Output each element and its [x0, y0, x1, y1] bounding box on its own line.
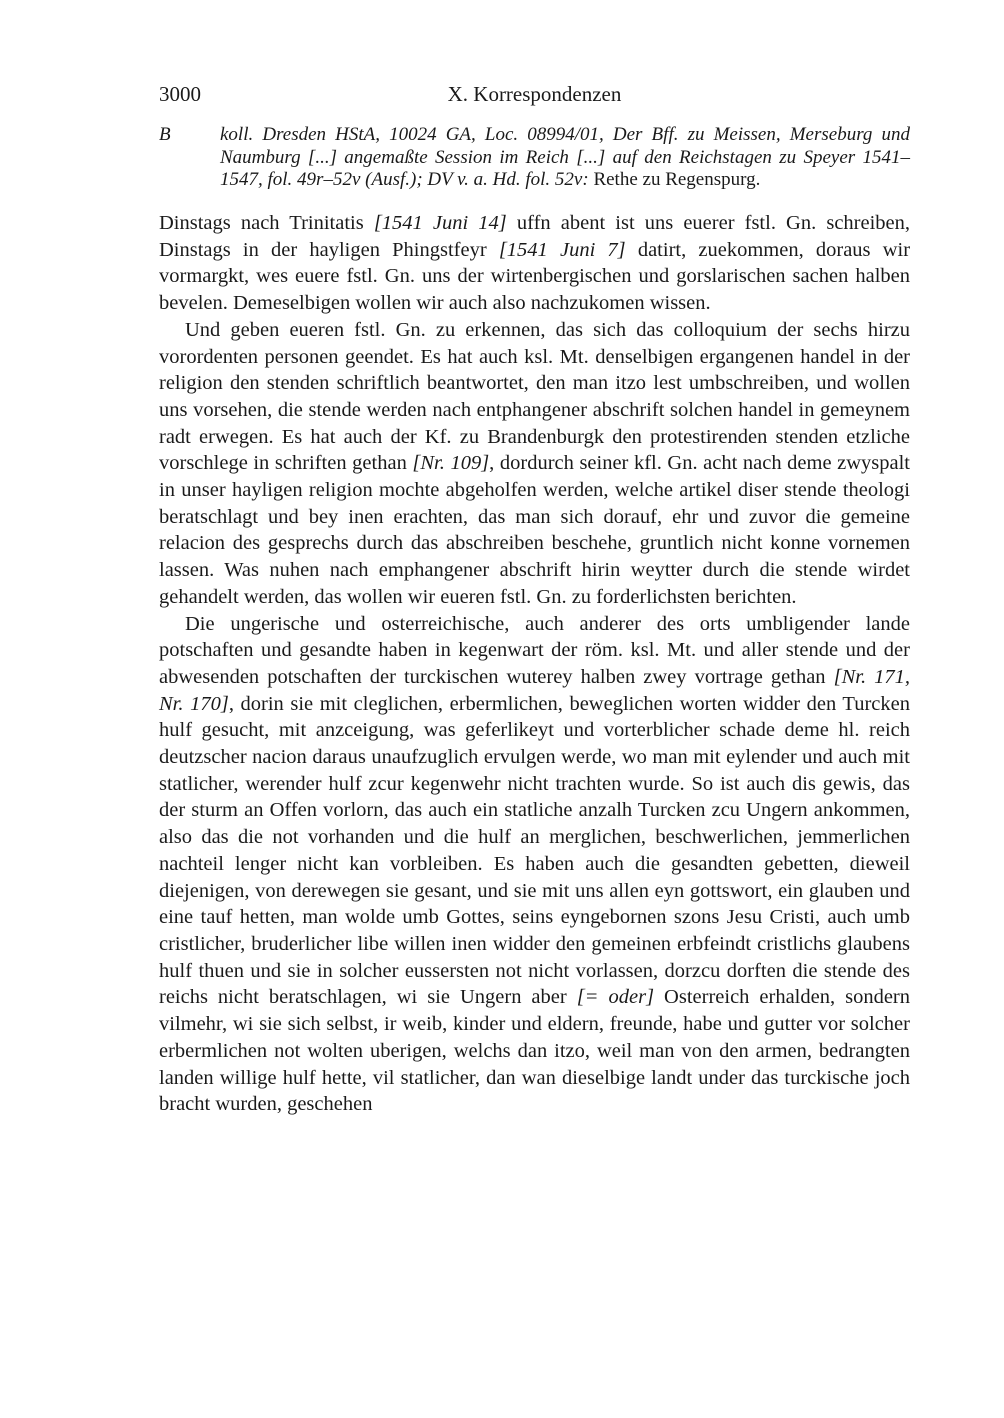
text-run: , dorin sie mit cleglichen, erbermlichen, beweglichen worten widder den Turcken hulf gesucht, mit anzceigung, was geferlikeyt und vorterblicher schade deme hl. reich deutzscher nacion daraus unaufzuglich ervulgen werde, wo man mit eylender und auch mit statlicher, werender hulf zcur kegenwehr nicht trachten wurde. So ist auch dis gewis, das der sturm an Offen vorlorn, das auch ein statliche anzalh Turcken zcu Ungern ankommen, also das die not vorhanden und die hulf an merglichen, beschwerlichen, jemmerlichen nachteil lenger nicht kan vorbleiben. Es haben auch die gesandten gebetten, dieweil diejenigen, von derewegen sie gesant, und sie mit uns allen eyn gottswort, ein glauben und eine tauf hetten, man wolde umb Gottes, seins eyngebornen szons Jesu Cristi, auch umb cristlicher, bruderlicher libe willen inen widder den gemeinen erbfeindt cristlichs glaubens hulf thuen und sie in solcher eussersten not nicht vorlassen, dorzcu dorften die stende des reichs nicht beratschlagen, wi sie Ungern aber: [159, 692, 911, 1009]
running-title: X. Korrespondenzen: [447, 82, 622, 106]
text-run: , dordurch seiner kfl. Gn. acht nach deme zwyspalt in unser hayligen religion mochte abgeholfen werden, welche artikel diser stende theologi beratschlagt und bey inen erachten, das man sich dorauf, ehr und zuvor die gemeine relacion des gesprechs durch das abschreiben beschehe, gruntlich nicht konne vornemen lassen. Was nuhen nach emphangener abschrift hirin weytter durch die stende wirdet gehandelt werden, das wollen wir eueren fstl. Gn. zu forderlichsten berichten.: [159, 452, 910, 608]
paragraph: [159, 611, 910, 1118]
running-header: [159, 80, 910, 108]
source-note: [159, 124, 910, 192]
text-run: datirt, zuekommen, doraus wir vormargkt, wes euere fstl. Gn. uns der wirtenbergischen und gorslarischen sachen halben bevelen. Demeselbigen wollen wir auch also nachzukomen wissen.: [159, 238, 911, 315]
editorial-annotation: [= oder]: [576, 986, 655, 1009]
main-text: [159, 210, 910, 1118]
source-citation: [220, 124, 910, 192]
editorial-annotation: [1541 Juni 14]: [373, 212, 507, 234]
source-citation-italic: koll. Dresden HStA, 10024 GA, Loc. 08994/01, Der Bff. zu Meissen, Merseburg und Naumburg [...] angemaßte Session im Reich [...] auf den Reichstagen zu Speyer 1541–1547, fol. 49r–52v (Ausf.); DV v. a. Hd. fol. 52v:: [220, 124, 910, 190]
text-run: Die ungerische und osterreichische, auch anderer des orts umbligender lande potschaften und gesandte haben in kegenwart der röm. ksl. Mt. und aller stende und der abwesenden potschaften der turckischen wuterey halben zwey vortrage gethan: [159, 612, 910, 688]
page-number: 3000: [159, 82, 201, 106]
text-run: uffn abent ist uns euerer fstl. Gn. schreiben, Dinstags in der hayligen Phingstfeyr: [159, 212, 911, 261]
paragraph: [159, 317, 910, 611]
source-label: B: [159, 124, 171, 145]
editorial-annotation: [1541 Juni 7]: [498, 238, 626, 261]
source-citation-roman: Rethe zu Regenspurg.: [588, 169, 761, 190]
text-run: Osterreich erhalden, sondern vilmehr, wi sie sich selbst, ir weib, kinder und eldern, freunde, habe und gutter vor solcher erbermlichen not wolten uberigen, welchs dan itzo, weil man von den armen, bedrangten landen willige hulf hette, vil statlicher, dan wan dieselbige landt under das turckische joch bracht wurden, geschehen: [159, 986, 910, 1116]
editorial-annotation: [Nr. 109]: [412, 452, 490, 475]
paragraph: [159, 210, 910, 317]
text-run: Dinstags nach Trinitatis: [159, 212, 374, 234]
editorial-annotation: [Nr. 171, Nr. 170]: [159, 665, 910, 715]
text-run: Und geben eueren fstl. Gn. zu erkennen, das sich das colloquium der sechs hirzu vorordenten personen geendet. Es hat auch ksl. Mt. denselbigen ergangenen handel in der religion den stenden schriftlich beantwortet, den man itzo lest umbschreiben, und wollen uns vorsehen, die stende werden nach entphangener abschrift solchen handel in gemeynem radt erwegen. Es hat auch der Kf. zu Brandenburgk den protestirenden stenden etzliche vorschlege in schriften gethan: [159, 318, 910, 475]
